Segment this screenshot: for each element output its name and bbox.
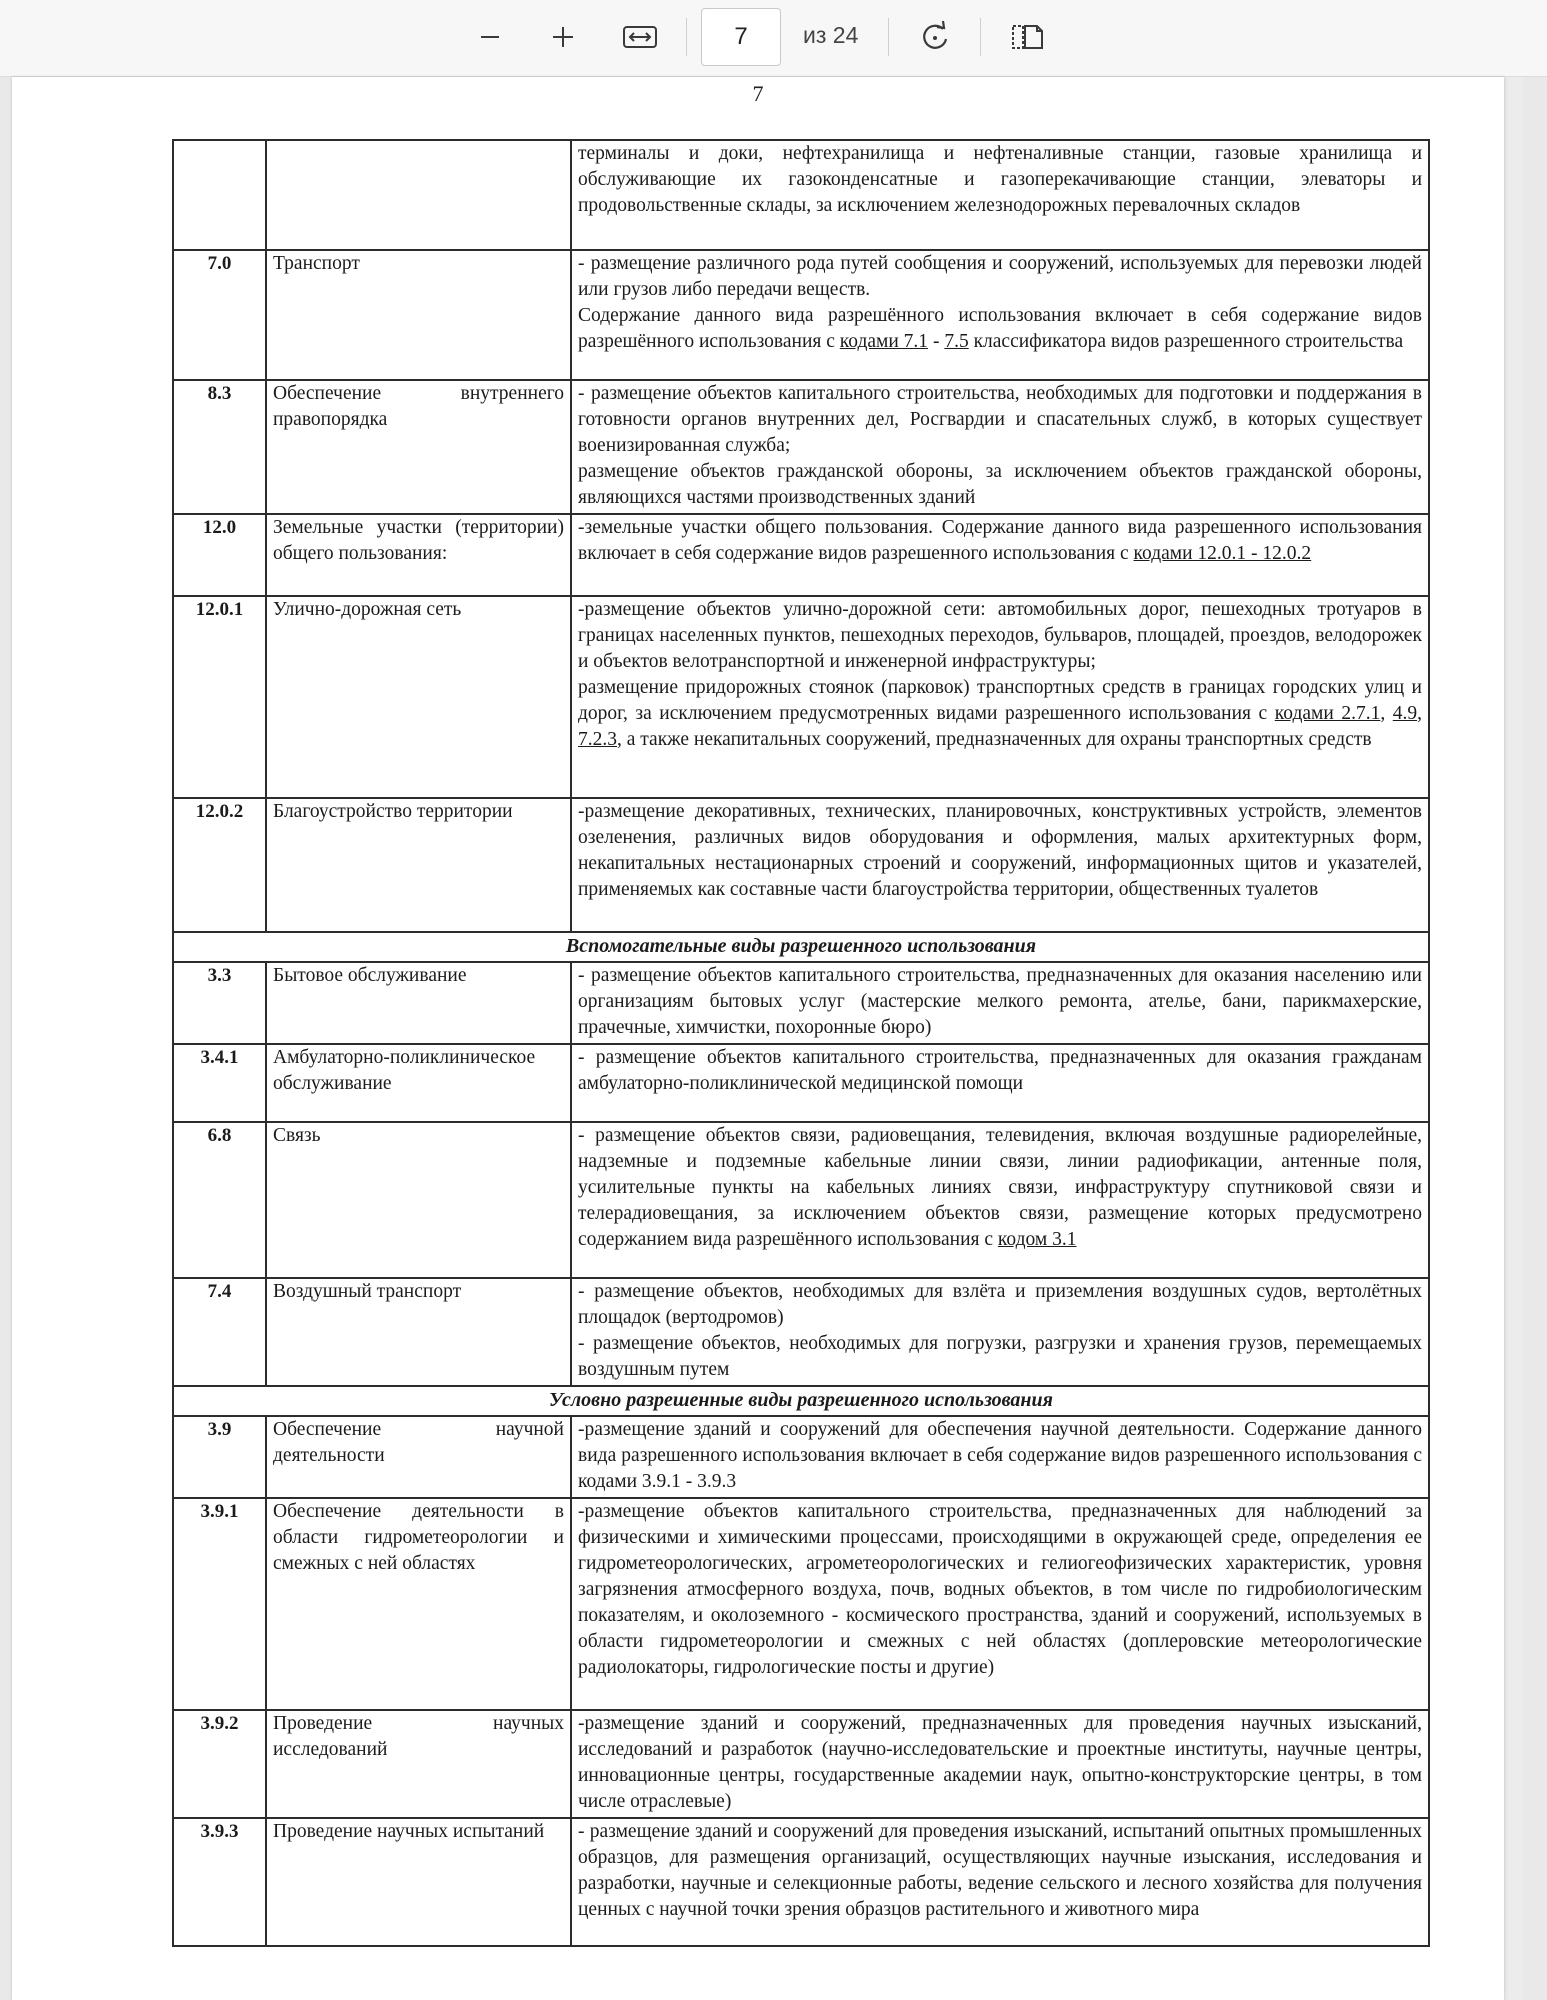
description-paragraph: Содержание данного вида разрешённого использования включает в себя содержание видов разрешённого использования с кодами 7.1 - 7.5 классификатора видов разрешенного строительства xyxy=(578,305,1422,352)
row-code: 3.4.1 xyxy=(173,1044,266,1122)
description-paragraph: размещение придорожных стоянок (парковок) транспортных средств в границах городских улиц и дорог, за исключением предусмотренных видами разрешенного использования с кодами 2.7.1, 4.9, 7.2.3, а также некапитальных сооружений, предназначенных для охраны транспортных средств xyxy=(578,677,1423,750)
fit-width-icon xyxy=(622,23,658,51)
description-paragraph: -размещение зданий и сооружений, предназначенных для проведения научных изысканий, исследований и разработок (научно-исследовательские и проектные институты, научные центры, инновационные центры, государственные академии наук, опытно-конструкторские центры, в том числе отраслевые) xyxy=(578,1713,1422,1812)
row-description xyxy=(571,962,1429,1044)
row-code: 3.3 xyxy=(173,962,266,1044)
table-row xyxy=(173,250,1429,380)
table-row xyxy=(173,1818,1429,1946)
row-code: 3.9.2 xyxy=(173,1710,266,1818)
table-row xyxy=(173,798,1429,932)
table-row xyxy=(173,140,1429,250)
row-description xyxy=(571,380,1429,514)
section-header-row xyxy=(173,932,1429,962)
row-name: Проведение научных исследований xyxy=(266,1710,571,1818)
row-name: Бытовое обслуживание xyxy=(266,962,571,1044)
row-code: 7.4 xyxy=(173,1278,266,1386)
land-use-table xyxy=(172,139,1430,1947)
page-view-icon xyxy=(1009,22,1045,52)
row-code: 12.0.2 xyxy=(173,798,266,932)
row-name: Амбулаторно-поликлиническое обслуживание xyxy=(266,1044,571,1122)
table-row xyxy=(173,1044,1429,1122)
zoom-out-button[interactable] xyxy=(467,14,513,60)
row-code: 7.0 xyxy=(173,250,266,380)
page-view-button[interactable] xyxy=(1004,14,1050,60)
row-description xyxy=(571,250,1429,380)
row-name: Обеспечение деятельности в области гидрометеорологии и смежных с ней областях xyxy=(266,1498,571,1710)
row-code: 12.0 xyxy=(173,514,266,596)
row-description xyxy=(571,1122,1429,1278)
page-number-input[interactable] xyxy=(701,8,781,66)
description-paragraph: - размещение объектов капитального строительства, необходимых для подготовки и поддержания в готовности органов внутренних дел, Росгвардии и спасательных служб, в которых существует военизированная служба; xyxy=(578,383,1422,456)
zoom-in-button[interactable] xyxy=(540,14,586,60)
plus-icon xyxy=(549,23,577,51)
row-name: Земельные участки (территории) общего пользования: xyxy=(266,514,571,596)
row-code: 3.9.3 xyxy=(173,1818,266,1946)
table-row xyxy=(173,1416,1429,1498)
row-code: 8.3 xyxy=(173,380,266,514)
row-description xyxy=(571,1044,1429,1122)
row-name: Связь xyxy=(266,1122,571,1278)
description-paragraph: - размещение объектов капитального строительства, предназначенных для оказания населению или организациям бытовых услуг (мастерские мелкого ремонта, ателье, бани, парикмахерские, прачечные, химчистки, похоронные бюро) xyxy=(578,965,1422,1038)
row-name xyxy=(266,140,571,250)
row-description xyxy=(571,1818,1429,1946)
description-paragraph: -размещение объектов улично-дорожной сети: автомобильных дорог, пешеходных тротуаров в границах населенных пунктов, пешеходных переходов, бульваров, площадей, проездов, велодорожек и объектов велотранспортной и инженерной инфраструктуры; xyxy=(578,599,1422,672)
rotate-button[interactable] xyxy=(912,14,958,60)
scrollbar[interactable] xyxy=(1508,77,1522,2000)
table-row xyxy=(173,1278,1429,1386)
section-title: Условно разрешенные виды разрешенного использования xyxy=(173,1386,1429,1416)
row-description xyxy=(571,1278,1429,1386)
table-row xyxy=(173,962,1429,1044)
minus-icon xyxy=(477,24,503,50)
description-paragraph: размещение объектов гражданской обороны, за исключением объектов гражданской обороны, являющихся частями производственных зданий xyxy=(578,461,1422,508)
row-code xyxy=(173,140,266,250)
row-description xyxy=(571,514,1429,596)
table-row xyxy=(173,1710,1429,1818)
section-title: Вспомогательные виды разрешенного использования xyxy=(173,932,1429,962)
description-paragraph: - размещение зданий и сооружений для проведения изысканий, испытаний опытных промышленных образцов, для размещения организаций, осуществляющих научные изыскания, исследования и разработки, научные и селекционные работы, ведение сельского и лесного хозяйства для получения ценных с научной точки зрения образцов растительного и животного мира xyxy=(578,1821,1422,1920)
pdf-toolbar xyxy=(0,0,1547,77)
row-name: Благоустройство территории xyxy=(266,798,571,932)
page-number: 7 xyxy=(752,81,764,106)
row-name: Обеспечение внутреннего правопорядка xyxy=(266,380,571,514)
row-name: Обеспечение научной деятельности xyxy=(266,1416,571,1498)
row-name: Воздушный транспорт xyxy=(266,1278,571,1386)
document-page xyxy=(12,77,1504,2000)
description-paragraph: - размещение объектов капитального строительства, предназначенных для оказания гражданам амбулаторно-поликлинической медицинской помощи xyxy=(578,1047,1422,1094)
description-paragraph: -размещение декоративных, технических, планировочных, конструктивных устройств, элементов озеленения, различных видов оборудования и оформления, малых архитектурных форм, некапитальных нестационарных строений и сооружений, информационных щитов и указателей, применяемых как составные части благоустройства территории, общественных туалетов xyxy=(578,801,1422,900)
description-paragraph: -размещение зданий и сооружений для обеспечения научной деятельности. Содержание данного вида разрешенного использования включает в себя содержание видов разрешенного использования с кодами 3.9.1 - 3.9.3 xyxy=(578,1419,1422,1492)
table-row xyxy=(173,514,1429,596)
description-paragraph: - размещение объектов, необходимых для погрузки, разгрузки и хранения грузов, перемещаемых воздушным путем xyxy=(578,1333,1422,1380)
row-description xyxy=(571,1416,1429,1498)
row-code: 12.0.1 xyxy=(173,596,266,798)
row-name: Проведение научных испытаний xyxy=(266,1818,571,1946)
row-code: 3.9.1 xyxy=(173,1498,266,1710)
table-row xyxy=(173,1122,1429,1278)
row-name: Транспорт xyxy=(266,250,571,380)
description-paragraph: терминалы и доки, нефтехранилища и нефтеналивные станции, газовые хранилища и обслуживающие их газоконденсатные и газоперекачивающие станции, элеваторы и продовольственные склады, за исключением железнодорожных перевалочных складов xyxy=(578,143,1422,216)
table-row xyxy=(173,380,1429,514)
description-paragraph: - размещение объектов связи, радиовещания, телевидения, включая воздушные радиорелейные, надземные и подземные кабельные линии связи, линии радиофикации, антенные поля, усилительные пункты на кабельных линиях связи, инфраструктуру спутниковой связи и телерадиовещания, за исключением объектов связи, размещение которых предусмотрено содержанием вида разрешённого использования с кодом 3.1 xyxy=(578,1125,1422,1250)
row-description xyxy=(571,798,1429,932)
description-paragraph: -земельные участки общего пользования. Содержание данного вида разрешенного использования включает в себя содержание видов разрешенного использования с кодами 12.0.1 - 12.0.2 xyxy=(578,517,1422,564)
table-row xyxy=(173,596,1429,798)
page-total-label: из 24 xyxy=(803,22,859,48)
toolbar-divider xyxy=(888,18,889,56)
description-paragraph: - размещение объектов, необходимых для взлёта и приземления воздушных судов, вертолётных площадок (вертодромов) xyxy=(578,1281,1422,1328)
row-code: 3.9 xyxy=(173,1416,266,1498)
toolbar-divider xyxy=(686,18,687,56)
toolbar-divider xyxy=(980,18,981,56)
description-paragraph: - размещение различного рода путей сообщения и сооружений, используемых для перевозки людей или грузов либо передачи веществ. xyxy=(578,253,1422,300)
row-description xyxy=(571,1498,1429,1710)
row-name: Улично-дорожная сеть xyxy=(266,596,571,798)
row-description xyxy=(571,140,1429,250)
description-paragraph: -размещение объектов капитального строительства, предназначенных для наблюдений за физическими и химическими процессами, происходящими в окружающей среде, определения ее гидрометеорологических, агрометеорологических и гелиогеофизических характеристик, уровня загрязнения атмосферного воздуха, почв, водных объектов, в том числе по гидробиологическим показателям, и околоземного - космического пространства, зданий и сооружений, используемых в области гидрометеорологии и смежных с ней областях (доплеровские метеорологические радиолокаторы, гидрологические посты и другие) xyxy=(578,1501,1422,1678)
table-row xyxy=(173,1498,1429,1710)
fit-width-button[interactable] xyxy=(617,14,663,60)
section-header-row xyxy=(173,1386,1429,1416)
rotate-icon xyxy=(917,19,953,55)
row-description xyxy=(571,596,1429,798)
row-code: 6.8 xyxy=(173,1122,266,1278)
row-description xyxy=(571,1710,1429,1818)
